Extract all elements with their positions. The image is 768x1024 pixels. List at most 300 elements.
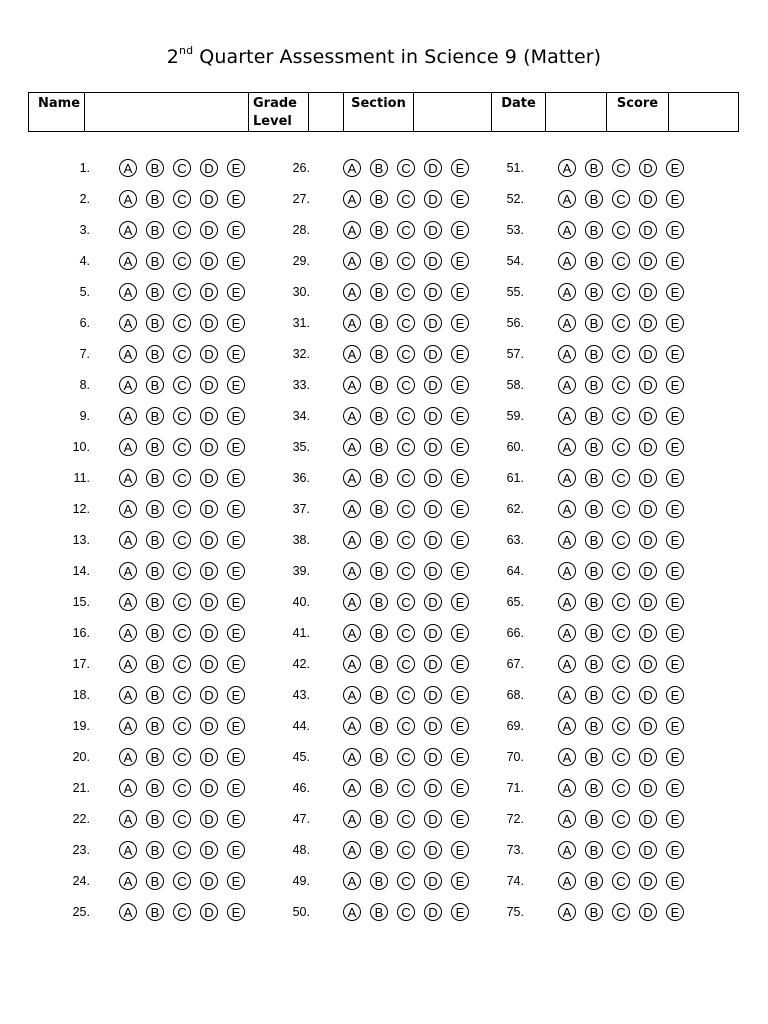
bubble-e[interactable]: E <box>666 624 684 642</box>
bubble-b[interactable]: B <box>370 438 388 456</box>
bubble-d[interactable]: D <box>200 345 218 363</box>
bubble-c[interactable]: C <box>612 314 630 332</box>
bubble-e[interactable]: E <box>227 872 245 890</box>
bubble-d[interactable]: D <box>200 221 218 239</box>
bubble-b[interactable]: B <box>585 624 603 642</box>
bubble-d[interactable]: D <box>200 376 218 394</box>
bubble-e[interactable]: E <box>666 779 684 797</box>
bubble-e[interactable]: E <box>666 252 684 270</box>
bubble-e[interactable]: E <box>666 593 684 611</box>
bubble-a[interactable]: A <box>558 872 576 890</box>
bubble-e[interactable]: E <box>227 376 245 394</box>
bubble-d[interactable]: D <box>200 407 218 425</box>
bubble-c[interactable]: C <box>397 748 415 766</box>
bubble-e[interactable]: E <box>227 686 245 704</box>
bubble-e[interactable]: E <box>666 190 684 208</box>
bubble-e[interactable]: E <box>451 345 469 363</box>
bubble-a[interactable]: A <box>558 469 576 487</box>
bubble-d[interactable]: D <box>424 748 442 766</box>
bubble-a[interactable]: A <box>343 469 361 487</box>
bubble-b[interactable]: B <box>585 314 603 332</box>
bubble-a[interactable]: A <box>343 438 361 456</box>
bubble-b[interactable]: B <box>370 407 388 425</box>
bubble-c[interactable]: C <box>173 717 191 735</box>
bubble-a[interactable]: A <box>119 376 137 394</box>
bubble-c[interactable]: C <box>397 345 415 363</box>
bubble-e[interactable]: E <box>451 500 469 518</box>
bubble-a[interactable]: A <box>558 252 576 270</box>
bubble-e[interactable]: E <box>666 314 684 332</box>
bubble-a[interactable]: A <box>343 283 361 301</box>
bubble-a[interactable]: A <box>343 345 361 363</box>
bubble-a[interactable]: A <box>343 779 361 797</box>
bubble-d[interactable]: D <box>200 779 218 797</box>
bubble-c[interactable]: C <box>173 500 191 518</box>
bubble-e[interactable]: E <box>227 624 245 642</box>
bubble-c[interactable]: C <box>397 407 415 425</box>
bubble-a[interactable]: A <box>119 810 137 828</box>
bubble-b[interactable]: B <box>585 283 603 301</box>
bubble-c[interactable]: C <box>173 159 191 177</box>
bubble-a[interactable]: A <box>119 345 137 363</box>
bubble-d[interactable]: D <box>200 686 218 704</box>
bubble-a[interactable]: A <box>343 252 361 270</box>
bubble-c[interactable]: C <box>173 283 191 301</box>
bubble-e[interactable]: E <box>451 779 469 797</box>
bubble-d[interactable]: D <box>200 872 218 890</box>
bubble-b[interactable]: B <box>146 779 164 797</box>
bubble-a[interactable]: A <box>119 779 137 797</box>
bubble-a[interactable]: A <box>558 810 576 828</box>
bubble-e[interactable]: E <box>227 407 245 425</box>
bubble-b[interactable]: B <box>370 500 388 518</box>
bubble-c[interactable]: C <box>397 190 415 208</box>
bubble-a[interactable]: A <box>558 903 576 921</box>
bubble-c[interactable]: C <box>173 686 191 704</box>
bubble-e[interactable]: E <box>227 779 245 797</box>
bubble-d[interactable]: D <box>424 221 442 239</box>
bubble-b[interactable]: B <box>146 903 164 921</box>
bubble-a[interactable]: A <box>343 872 361 890</box>
bubble-a[interactable]: A <box>558 562 576 580</box>
bubble-e[interactable]: E <box>666 686 684 704</box>
bubble-d[interactable]: D <box>200 531 218 549</box>
bubble-b[interactable]: B <box>370 903 388 921</box>
bubble-d[interactable]: D <box>639 469 657 487</box>
bubble-b[interactable]: B <box>585 686 603 704</box>
bubble-a[interactable]: A <box>558 624 576 642</box>
bubble-d[interactable]: D <box>200 841 218 859</box>
bubble-c[interactable]: C <box>173 407 191 425</box>
bubble-d[interactable]: D <box>200 500 218 518</box>
bubble-b[interactable]: B <box>146 748 164 766</box>
bubble-c[interactable]: C <box>397 655 415 673</box>
bubble-a[interactable]: A <box>343 655 361 673</box>
bubble-e[interactable]: E <box>451 159 469 177</box>
bubble-b[interactable]: B <box>585 748 603 766</box>
bubble-a[interactable]: A <box>119 438 137 456</box>
bubble-a[interactable]: A <box>119 624 137 642</box>
bubble-e[interactable]: E <box>227 562 245 580</box>
bubble-d[interactable]: D <box>639 283 657 301</box>
bubble-d[interactable]: D <box>639 376 657 394</box>
bubble-a[interactable]: A <box>119 252 137 270</box>
bubble-d[interactable]: D <box>639 531 657 549</box>
bubble-e[interactable]: E <box>666 655 684 673</box>
bubble-c[interactable]: C <box>173 841 191 859</box>
bubble-a[interactable]: A <box>119 593 137 611</box>
bubble-a[interactable]: A <box>119 717 137 735</box>
bubble-e[interactable]: E <box>227 717 245 735</box>
bubble-b[interactable]: B <box>146 686 164 704</box>
bubble-c[interactable]: C <box>397 810 415 828</box>
bubble-d[interactable]: D <box>639 748 657 766</box>
bubble-d[interactable]: D <box>639 500 657 518</box>
bubble-c[interactable]: C <box>612 252 630 270</box>
bubble-d[interactable]: D <box>200 655 218 673</box>
bubble-a[interactable]: A <box>343 407 361 425</box>
bubble-a[interactable]: A <box>119 562 137 580</box>
bubble-e[interactable]: E <box>666 469 684 487</box>
bubble-a[interactable]: A <box>343 221 361 239</box>
bubble-a[interactable]: A <box>119 655 137 673</box>
bubble-d[interactable]: D <box>424 562 442 580</box>
bubble-a[interactable]: A <box>558 748 576 766</box>
bubble-b[interactable]: B <box>585 841 603 859</box>
bubble-b[interactable]: B <box>585 655 603 673</box>
bubble-a[interactable]: A <box>558 159 576 177</box>
bubble-c[interactable]: C <box>612 686 630 704</box>
bubble-c[interactable]: C <box>173 779 191 797</box>
bubble-b[interactable]: B <box>146 562 164 580</box>
bubble-a[interactable]: A <box>343 841 361 859</box>
bubble-a[interactable]: A <box>558 593 576 611</box>
bubble-d[interactable]: D <box>424 655 442 673</box>
bubble-b[interactable]: B <box>370 376 388 394</box>
bubble-e[interactable]: E <box>227 531 245 549</box>
bubble-c[interactable]: C <box>397 314 415 332</box>
bubble-c[interactable]: C <box>397 283 415 301</box>
bubble-b[interactable]: B <box>146 872 164 890</box>
bubble-b[interactable]: B <box>146 407 164 425</box>
bubble-b[interactable]: B <box>585 531 603 549</box>
bubble-b[interactable]: B <box>370 717 388 735</box>
bubble-b[interactable]: B <box>146 221 164 239</box>
bubble-d[interactable]: D <box>639 252 657 270</box>
bubble-b[interactable]: B <box>585 779 603 797</box>
bubble-c[interactable]: C <box>612 190 630 208</box>
bubble-c[interactable]: C <box>173 376 191 394</box>
bubble-d[interactable]: D <box>639 655 657 673</box>
bubble-a[interactable]: A <box>343 686 361 704</box>
bubble-b[interactable]: B <box>370 314 388 332</box>
bubble-a[interactable]: A <box>343 717 361 735</box>
bubble-e[interactable]: E <box>227 190 245 208</box>
bubble-c[interactable]: C <box>397 624 415 642</box>
bubble-d[interactable]: D <box>200 748 218 766</box>
bubble-c[interactable]: C <box>612 469 630 487</box>
bubble-b[interactable]: B <box>585 562 603 580</box>
bubble-e[interactable]: E <box>451 841 469 859</box>
bubble-b[interactable]: B <box>370 283 388 301</box>
bubble-b[interactable]: B <box>370 655 388 673</box>
bubble-c[interactable]: C <box>397 903 415 921</box>
bubble-b[interactable]: B <box>146 655 164 673</box>
bubble-e[interactable]: E <box>227 903 245 921</box>
bubble-a[interactable]: A <box>343 314 361 332</box>
bubble-e[interactable]: E <box>227 469 245 487</box>
bubble-d[interactable]: D <box>200 810 218 828</box>
bubble-a[interactable]: A <box>343 562 361 580</box>
bubble-e[interactable]: E <box>666 500 684 518</box>
bubble-a[interactable]: A <box>558 314 576 332</box>
bubble-d[interactable]: D <box>639 345 657 363</box>
bubble-c[interactable]: C <box>397 252 415 270</box>
bubble-e[interactable]: E <box>451 438 469 456</box>
bubble-d[interactable]: D <box>424 376 442 394</box>
bubble-c[interactable]: C <box>612 903 630 921</box>
bubble-e[interactable]: E <box>227 841 245 859</box>
bubble-e[interactable]: E <box>666 438 684 456</box>
bubble-c[interactable]: C <box>612 345 630 363</box>
bubble-e[interactable]: E <box>451 469 469 487</box>
section-field[interactable] <box>414 93 492 132</box>
bubble-e[interactable]: E <box>451 872 469 890</box>
bubble-b[interactable]: B <box>370 345 388 363</box>
bubble-b[interactable]: B <box>146 624 164 642</box>
bubble-b[interactable]: B <box>146 190 164 208</box>
bubble-c[interactable]: C <box>173 748 191 766</box>
bubble-c[interactable]: C <box>397 531 415 549</box>
bubble-b[interactable]: B <box>370 159 388 177</box>
bubble-c[interactable]: C <box>173 252 191 270</box>
bubble-d[interactable]: D <box>424 903 442 921</box>
bubble-c[interactable]: C <box>397 593 415 611</box>
bubble-e[interactable]: E <box>666 717 684 735</box>
bubble-e[interactable]: E <box>227 438 245 456</box>
bubble-b[interactable]: B <box>585 345 603 363</box>
bubble-a[interactable]: A <box>558 779 576 797</box>
bubble-e[interactable]: E <box>666 283 684 301</box>
bubble-a[interactable]: A <box>558 655 576 673</box>
bubble-e[interactable]: E <box>451 624 469 642</box>
bubble-e[interactable]: E <box>227 345 245 363</box>
bubble-c[interactable]: C <box>173 221 191 239</box>
bubble-e[interactable]: E <box>227 500 245 518</box>
bubble-b[interactable]: B <box>585 159 603 177</box>
bubble-c[interactable]: C <box>397 562 415 580</box>
bubble-b[interactable]: B <box>370 593 388 611</box>
bubble-a[interactable]: A <box>343 190 361 208</box>
bubble-b[interactable]: B <box>370 531 388 549</box>
bubble-b[interactable]: B <box>146 376 164 394</box>
bubble-d[interactable]: D <box>200 438 218 456</box>
bubble-e[interactable]: E <box>451 407 469 425</box>
bubble-b[interactable]: B <box>146 159 164 177</box>
bubble-e[interactable]: E <box>666 159 684 177</box>
bubble-d[interactable]: D <box>200 469 218 487</box>
bubble-d[interactable]: D <box>639 221 657 239</box>
bubble-c[interactable]: C <box>397 159 415 177</box>
bubble-e[interactable]: E <box>666 810 684 828</box>
bubble-d[interactable]: D <box>424 686 442 704</box>
name-field[interactable] <box>85 93 249 132</box>
bubble-c[interactable]: C <box>612 407 630 425</box>
bubble-d[interactable]: D <box>424 593 442 611</box>
bubble-b[interactable]: B <box>146 345 164 363</box>
bubble-b[interactable]: B <box>146 314 164 332</box>
bubble-d[interactable]: D <box>424 283 442 301</box>
bubble-c[interactable]: C <box>173 314 191 332</box>
bubble-d[interactable]: D <box>200 717 218 735</box>
bubble-c[interactable]: C <box>612 283 630 301</box>
bubble-d[interactable]: D <box>639 717 657 735</box>
bubble-c[interactable]: C <box>612 438 630 456</box>
bubble-b[interactable]: B <box>370 810 388 828</box>
bubble-d[interactable]: D <box>424 779 442 797</box>
bubble-b[interactable]: B <box>146 283 164 301</box>
bubble-e[interactable]: E <box>451 748 469 766</box>
bubble-d[interactable]: D <box>639 438 657 456</box>
bubble-b[interactable]: B <box>585 252 603 270</box>
bubble-d[interactable]: D <box>639 841 657 859</box>
bubble-c[interactable]: C <box>397 717 415 735</box>
bubble-a[interactable]: A <box>119 686 137 704</box>
bubble-c[interactable]: C <box>397 872 415 890</box>
bubble-d[interactable]: D <box>639 872 657 890</box>
bubble-c[interactable]: C <box>397 438 415 456</box>
bubble-b[interactable]: B <box>370 190 388 208</box>
bubble-b[interactable]: B <box>370 779 388 797</box>
bubble-d[interactable]: D <box>424 159 442 177</box>
bubble-d[interactable]: D <box>424 252 442 270</box>
bubble-e[interactable]: E <box>451 376 469 394</box>
bubble-e[interactable]: E <box>666 376 684 394</box>
bubble-a[interactable]: A <box>343 376 361 394</box>
bubble-a[interactable]: A <box>343 159 361 177</box>
bubble-b[interactable]: B <box>370 252 388 270</box>
bubble-c[interactable]: C <box>397 841 415 859</box>
bubble-e[interactable]: E <box>227 252 245 270</box>
bubble-d[interactable]: D <box>424 500 442 518</box>
bubble-a[interactable]: A <box>119 531 137 549</box>
bubble-e[interactable]: E <box>451 531 469 549</box>
bubble-e[interactable]: E <box>451 190 469 208</box>
bubble-d[interactable]: D <box>424 190 442 208</box>
bubble-b[interactable]: B <box>370 748 388 766</box>
bubble-d[interactable]: D <box>639 407 657 425</box>
bubble-b[interactable]: B <box>370 221 388 239</box>
bubble-a[interactable]: A <box>119 872 137 890</box>
bubble-c[interactable]: C <box>612 655 630 673</box>
bubble-a[interactable]: A <box>119 314 137 332</box>
bubble-e[interactable]: E <box>227 748 245 766</box>
bubble-e[interactable]: E <box>451 314 469 332</box>
bubble-a[interactable]: A <box>343 531 361 549</box>
bubble-e[interactable]: E <box>451 593 469 611</box>
bubble-a[interactable]: A <box>558 345 576 363</box>
bubble-a[interactable]: A <box>558 841 576 859</box>
bubble-e[interactable]: E <box>227 655 245 673</box>
bubble-c[interactable]: C <box>612 872 630 890</box>
bubble-e[interactable]: E <box>227 593 245 611</box>
bubble-b[interactable]: B <box>370 469 388 487</box>
bubble-b[interactable]: B <box>585 376 603 394</box>
bubble-d[interactable]: D <box>639 190 657 208</box>
bubble-d[interactable]: D <box>424 438 442 456</box>
bubble-b[interactable]: B <box>585 190 603 208</box>
score-field[interactable] <box>669 93 739 132</box>
bubble-c[interactable]: C <box>612 593 630 611</box>
bubble-b[interactable]: B <box>585 500 603 518</box>
bubble-a[interactable]: A <box>343 500 361 518</box>
bubble-c[interactable]: C <box>397 779 415 797</box>
bubble-a[interactable]: A <box>558 190 576 208</box>
bubble-a[interactable]: A <box>119 283 137 301</box>
bubble-e[interactable]: E <box>451 810 469 828</box>
bubble-c[interactable]: C <box>612 624 630 642</box>
bubble-c[interactable]: C <box>612 717 630 735</box>
bubble-a[interactable]: A <box>119 221 137 239</box>
bubble-c[interactable]: C <box>612 779 630 797</box>
bubble-c[interactable]: C <box>612 159 630 177</box>
bubble-a[interactable]: A <box>558 438 576 456</box>
bubble-b[interactable]: B <box>585 438 603 456</box>
bubble-b[interactable]: B <box>370 562 388 580</box>
bubble-c[interactable]: C <box>173 345 191 363</box>
bubble-e[interactable]: E <box>666 221 684 239</box>
bubble-a[interactable]: A <box>343 903 361 921</box>
bubble-a[interactable]: A <box>343 748 361 766</box>
bubble-c[interactable]: C <box>612 562 630 580</box>
bubble-e[interactable]: E <box>666 562 684 580</box>
bubble-d[interactable]: D <box>424 624 442 642</box>
bubble-e[interactable]: E <box>227 221 245 239</box>
bubble-d[interactable]: D <box>200 190 218 208</box>
bubble-d[interactable]: D <box>639 810 657 828</box>
bubble-d[interactable]: D <box>639 779 657 797</box>
bubble-e[interactable]: E <box>666 345 684 363</box>
bubble-e[interactable]: E <box>227 810 245 828</box>
bubble-a[interactable]: A <box>343 810 361 828</box>
bubble-d[interactable]: D <box>200 159 218 177</box>
bubble-b[interactable]: B <box>370 872 388 890</box>
bubble-b[interactable]: B <box>585 593 603 611</box>
bubble-d[interactable]: D <box>200 314 218 332</box>
bubble-d[interactable]: D <box>639 562 657 580</box>
bubble-c[interactable]: C <box>173 469 191 487</box>
bubble-d[interactable]: D <box>639 686 657 704</box>
bubble-c[interactable]: C <box>612 748 630 766</box>
bubble-a[interactable]: A <box>558 283 576 301</box>
bubble-c[interactable]: C <box>173 593 191 611</box>
bubble-d[interactable]: D <box>424 810 442 828</box>
bubble-a[interactable]: A <box>119 748 137 766</box>
bubble-a[interactable]: A <box>558 686 576 704</box>
bubble-a[interactable]: A <box>119 500 137 518</box>
bubble-b[interactable]: B <box>585 221 603 239</box>
bubble-a[interactable]: A <box>558 500 576 518</box>
bubble-c[interactable]: C <box>173 810 191 828</box>
bubble-d[interactable]: D <box>200 624 218 642</box>
bubble-a[interactable]: A <box>119 407 137 425</box>
grade-level-field[interactable] <box>309 93 344 132</box>
bubble-e[interactable]: E <box>451 903 469 921</box>
bubble-b[interactable]: B <box>146 717 164 735</box>
bubble-d[interactable]: D <box>639 159 657 177</box>
bubble-d[interactable]: D <box>639 624 657 642</box>
bubble-c[interactable]: C <box>397 469 415 487</box>
